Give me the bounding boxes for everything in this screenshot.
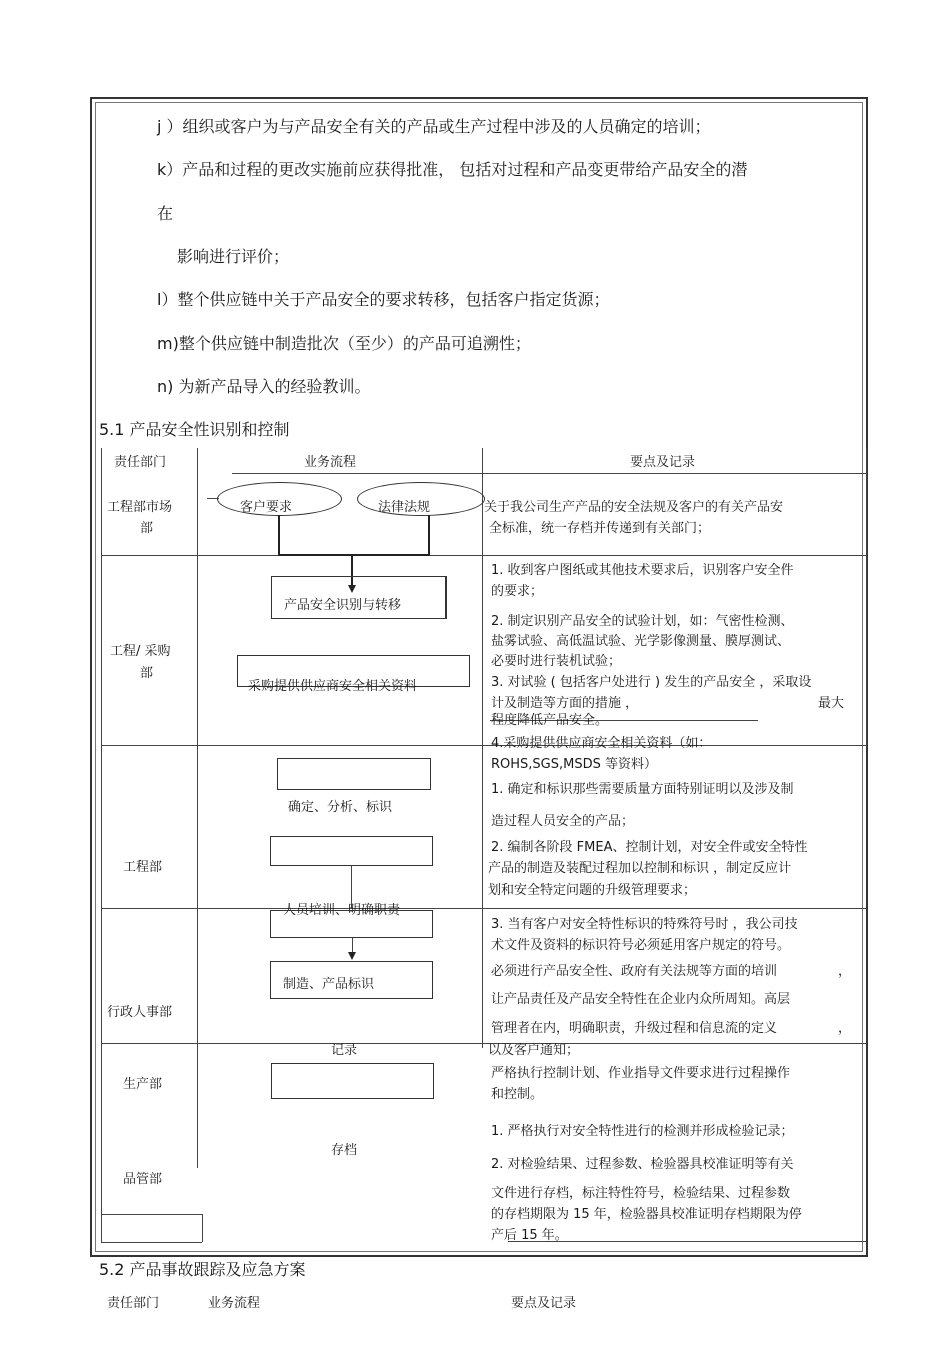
box-record — [271, 1063, 434, 1099]
table-row-line-2 — [101, 745, 866, 746]
point-3a: 3. 对试验 ( 包括客户处进行 ) 发生的产品安全 ，采取设 — [491, 675, 812, 690]
point-1b: 的要求； — [491, 584, 544, 599]
point-qc-5: 产后 15 年。 — [491, 1228, 568, 1243]
point-market-1: 关于我公司生产产品的安全法规及客户的有关产品安 — [484, 500, 784, 515]
point-2c: 必要时进行装机试验； — [491, 654, 622, 669]
point-4b: ROHS,SGS,MSDS 等资料） — [491, 757, 657, 772]
point-qc-3: 文件进行存档，标注特性符号，检验结果、过程参数 — [491, 1186, 791, 1201]
flow-identify-transfer: 产品安全识别与转移 — [284, 598, 402, 613]
flow-record: 记录 — [331, 1043, 358, 1058]
point-2a: 2. 制定识别产品安全的试验计划，如：气密性检测、 — [491, 614, 794, 629]
point-eng-2c: 划和安全特定问题的升级管理要求； — [488, 883, 697, 898]
table-row-line-4 — [101, 1043, 866, 1044]
point-eng-1b: 造过程人员安全的产品； — [491, 814, 635, 829]
box-confirm — [277, 758, 431, 790]
connector-join — [278, 554, 430, 556]
point-admin-1: 必须进行产品安全性、政府有关法规等方面的培训 — [491, 964, 778, 979]
point-eng-2b: 产品的制造及装配过程加以控制和标识 ，制定反应计 — [488, 861, 792, 876]
flow-customer-req: 客户要求 — [240, 500, 293, 515]
point-eng-1a: 1. 确定和标识那些需要质量方面特别证明以及涉及制 — [491, 782, 794, 797]
table-border-left — [101, 448, 102, 1243]
flow-law: 法律法规 — [378, 500, 431, 515]
point-eng-3a: 3. 当有客户对安全特性标识的特殊符号时 ，我公司技 — [491, 917, 798, 932]
dept-engineering: 工程部 — [123, 860, 163, 875]
flow-manufacture: 制造、产品标识 — [283, 977, 375, 992]
dept-production: 生产部 — [123, 1077, 163, 1092]
table-col-divider-2 — [482, 448, 483, 1048]
intro-item-j: j ）组织或客户为与产品安全有关的产品或生产过程中涉及的人员确定的培训； — [157, 117, 711, 136]
dept-market-line2: 部 — [140, 521, 154, 536]
flow-archive: 存档 — [331, 1143, 358, 1158]
intro-item-n: n) 为新产品导入的经验教训。 — [157, 377, 371, 396]
intro-item-m: m)整个供应链中制造批次（至少）的产品可追溯性； — [157, 334, 531, 353]
table-border-right — [866, 448, 867, 748]
dept-admin: 行政人事部 — [107, 1005, 173, 1020]
point-1a: 1. 收到客户图纸或其他技术要求后，识别客户安全件 — [491, 563, 794, 578]
table-row-line-1 — [101, 555, 866, 556]
header-flow: 业务流程 — [304, 455, 357, 470]
dept-eng-purchase-line2: 部 — [140, 666, 154, 681]
point-qc-2: 2. 对检验结果、过程参数、检验器具校准证明等有关 — [491, 1157, 794, 1172]
point-3d: 程度降低产品安全。 — [491, 713, 609, 728]
dept-market-line1: 工程部市场 — [107, 500, 173, 515]
point-market-2: 全标准，统一存档并传递到有关部门； — [489, 521, 711, 536]
section-5-2-title: 5.2 产品事故跟踪及应急方案 — [99, 1260, 306, 1279]
point-3c: 最大 — [818, 696, 845, 711]
connector-left-down — [278, 515, 280, 555]
arrow-down-2 — [348, 952, 356, 960]
point-prod-1: 严格执行控制计划、作业指导文件要求进行过程操作 — [491, 1066, 791, 1081]
point-admin-4: 以及客户通知； — [488, 1043, 580, 1058]
point-4a: 4.采购提供供应商安全相关资料（如： — [491, 736, 712, 751]
flow-training: 人员培训、明确职责 — [283, 903, 401, 918]
point-3b: 计及制造等方面的措施 ， — [491, 696, 639, 711]
table-header-line — [232, 473, 866, 474]
section-5-1-title: 5.1 产品安全性识别和控制 — [99, 420, 290, 439]
point-admin-1-comma: ， — [838, 964, 852, 979]
table-bottom-left-line — [101, 1214, 202, 1215]
flow-purchase-info: 采购提供供应商安全相关资料 — [248, 679, 418, 694]
dept-eng-purchase-line1: 工程/ 采购 — [110, 644, 171, 659]
point-qc-4: 的存档期限为 15 年，检验器具校准证明存档期限为停 — [491, 1207, 802, 1222]
header-flow-5-2: 业务流程 — [208, 1296, 261, 1311]
header-points-5-2: 要点及记录 — [511, 1296, 577, 1311]
table-bottom-left-tick — [202, 1214, 203, 1242]
connector-training-down — [352, 938, 353, 953]
header-points: 要点及记录 — [630, 455, 696, 470]
box-fmea — [270, 836, 433, 866]
dept-quality: 品管部 — [123, 1172, 163, 1187]
box-training — [270, 910, 433, 938]
point-eng-2a: 2. 编制各阶段 FMEA、控制计划，对安全件或安全特性 — [491, 840, 808, 855]
connector-right-down — [428, 515, 430, 555]
intro-item-k-cont2: 影响进行评价； — [177, 247, 290, 266]
flow-confirm: 确定、分析、标识 — [288, 800, 393, 815]
table-row-line-3 — [101, 908, 866, 909]
header-dept: 责任部门 — [114, 455, 167, 470]
point-2b: 盐雾试验、高低温试验、光学影像测量、膜厚测试、 — [491, 634, 791, 649]
point-admin-3: 管理者在内，明确职责，升级过程和信息流的定义 — [491, 1021, 778, 1036]
point-eng-3b: 术文件及资料的标识符号必须延用客户规定的符号。 — [491, 938, 791, 953]
point-qc-1: 1. 严格执行对安全特性进行的检测并形成检验记录； — [491, 1124, 794, 1139]
table-col-divider-1 — [197, 448, 198, 1168]
point-admin-2: 让产品责任及产品安全特性在企业内众所周知。高层 — [491, 992, 791, 1007]
point-prod-2: 和控制。 — [491, 1087, 544, 1102]
intro-item-k: k）产品和过程的更改实施前应获得批准， 包括对过程和产品变更带给产品安全的潜 — [157, 160, 748, 179]
intro-item-k-cont: 在 — [157, 204, 174, 223]
table-bottom-left-line-2 — [101, 1242, 202, 1243]
intro-item-l: l）整个供应链中关于产品安全的要求转移，包括客户指定货源； — [157, 290, 610, 309]
point-admin-3-comma: ， — [838, 1021, 852, 1036]
header-dept-5-2: 责任部门 — [107, 1296, 160, 1311]
